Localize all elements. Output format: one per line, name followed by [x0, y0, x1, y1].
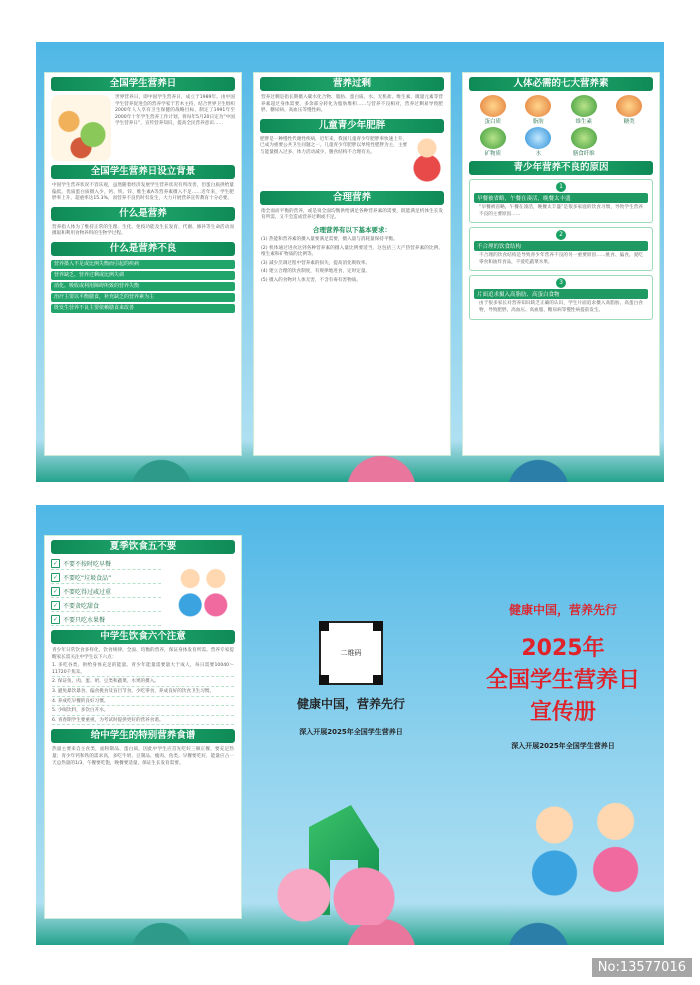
- reason-number: 2: [556, 230, 566, 240]
- reason-title: 不合理的饮食结构: [474, 241, 648, 251]
- requirement-item: (2) 机体通过进食达到各种营养素的摄入量比例要适当，这包括三大产热营养素的比例、维生素和矿物质的比例等。: [261, 245, 443, 258]
- top-panel-2: [253, 72, 451, 456]
- nutrient-item: 糖类: [608, 95, 652, 125]
- requirement-item: (5) 摄入的食物对人体无害，不含有毒有害物质。: [261, 277, 361, 283]
- qr-corner: [319, 675, 329, 685]
- reason-text: 不合理的饮食结构是导致青少年营养不良的另一重要原因……挑食、偏食，爱吃零食和油炸食品，不爱吃蔬菜水果。: [479, 253, 643, 265]
- dont-item: ✓ 不要吃“垃圾食品”: [51, 572, 161, 584]
- section-text: 营养过剩是指长期摄入碳水化合物、脂肪、蛋白质、水、无机盐、维生素、微量元素等营养素超过身体需要，多余部分转化为脂肪堆积……与营养不良相对，营养过剩易导致肥胖、糖尿病、高血压等慢性病。: [261, 95, 443, 114]
- note-item: 4. 养成吃早餐的良好习惯。: [52, 699, 234, 707]
- fiber-icon: [571, 127, 597, 149]
- back-slogan: 健康中国，营养先行: [296, 697, 405, 711]
- check-icon: ✓: [52, 588, 59, 595]
- cover-title: 全国学生营养日: [485, 668, 640, 693]
- cover-title-2: 宣传册: [529, 700, 596, 725]
- back-cover: [249, 505, 453, 945]
- vitamin-icon: [571, 95, 597, 117]
- nutrient-item: 膳食纤维: [562, 127, 606, 157]
- top-sheet: [36, 42, 664, 482]
- check-icon: ✓: [52, 560, 59, 567]
- section-title: 全国学生营养日设立背景: [51, 165, 235, 179]
- section-text: 青少年日常饮食多样化，饮食规律、全面、均衡的营养，保证身体发育所需。营养专家提醒家长需关注中学生以下六点：: [52, 648, 234, 660]
- malnutrition-item: 消化、吸收或利用障碍所致的营养失衡: [51, 282, 235, 291]
- fat-icon: [525, 95, 551, 117]
- check-icon: ✓: [52, 616, 59, 623]
- qr-corner: [319, 621, 329, 631]
- section-title: 儿童青少年肥胖: [260, 119, 444, 133]
- nutrient-item: 水: [517, 127, 561, 157]
- reason-box: [469, 227, 653, 271]
- section-title: 人体必需的七大营养素: [469, 77, 653, 91]
- section-title: 全国学生营养日: [51, 77, 235, 91]
- malnutrition-item: 营养摄入不足或比例失衡而引起的疾病: [51, 260, 235, 269]
- qr-code: [319, 621, 383, 685]
- qr-label: 二维码: [340, 649, 362, 657]
- section-title: 给中学生的特别营养食谱: [51, 729, 235, 743]
- nutrient-item: 脂肪: [517, 95, 561, 125]
- dont-item: ✓ 不要只吃水果餐: [51, 614, 161, 626]
- food-illustration: [51, 95, 111, 161]
- section-title: 什么是营养不良: [51, 242, 235, 256]
- nutrient-item: 蛋白质: [471, 95, 515, 125]
- kids-illustration: [171, 562, 235, 628]
- carbohydrate-icon: [616, 95, 642, 117]
- reason-box: [469, 179, 653, 223]
- section-title: 营养过剩: [260, 77, 444, 91]
- section-text: 世界营养日，即中国学生营养日，成立于1989年。由中国学生营养促进会的营养学家于若木主持，结合世界卫生组织2000年人人享有卫生保健的战略目标，制定了1991年至2000年十年学生营养工作计划，将每年5月20日定为“中国学生营养日”，宣传营养知识，提高全民营养意识……: [115, 95, 235, 127]
- section-text: 中国学生营养状况不容乐观，虽然随着经济发展学生营养状况有所改善，但蛋白质供给量偏低，优质蛋白质摄入少，钙、铁、锌、维生素A等营养素摄入不足……近年来，学生肥胖率上升、超重率达15.3%，而营养不良仍时有发生，大力开展营养宣传教育十分必要。: [52, 183, 234, 202]
- reason-text: “早餐被省略，午餐在凑活，晚餐太丰盛”是很多家庭的饮食习惯，导致学生营养不良的主要原因……: [479, 205, 643, 217]
- watermark: No:13577016: [592, 958, 692, 977]
- requirement-item: (4) 建立合理的饮食制度，有规律地进食，定时定量。: [261, 269, 371, 275]
- subheading: 合理营养有以下基本要求：: [313, 225, 391, 234]
- requirement-item: (1) 热能和营养素的摄入量要满足需要，摄入量与消耗量保持平衡。: [261, 236, 398, 242]
- section-text: 热量主要来自主食类，面粉制品、蛋白质，因此中学生应首先吃好三顿正餐，要充足热量；青少年钙和铁的需求高，多吃牛奶、豆制品、瘦肉、鱼类。早餐要吃好，能量应占一天总热量的1/3，午餐要吃饱，晚餐要适量，保证生长发育需要。: [52, 747, 234, 766]
- note-item: 1. 多吃谷类，供给身体充足的能量。青少年能量需要量大于成人，每日需要10040～11720千焦耳。: [52, 663, 234, 677]
- section-text: 肥胖是一种慢性代谢性疾病，近年来，我国儿童青少年肥胖率快速上升，已成为重要公共卫生问题之一。儿童青少年肥胖以单纯性肥胖为主，主要与能量摄入过多、体力活动减少、膳食结构不合理有关。: [260, 136, 408, 155]
- requirement-item: (3) 减少烹调过程中营养素的损失，提高消化吸收率。: [261, 260, 371, 266]
- section-title: 中学生饮食六个注意: [51, 630, 235, 644]
- reason-title: 早餐被省略，午餐在凑活，晚餐太丰盛: [474, 193, 648, 203]
- top-panel-1: [44, 72, 242, 456]
- malnutrition-item: 营养缺乏、营养过剩或比例失调: [51, 271, 235, 280]
- malnutrition-item: 治疗主要以平衡膳食，补充缺乏的营养素为主: [51, 293, 235, 302]
- note-item: 5. 少喝饮料，多饮白开水。: [52, 708, 234, 716]
- bottom-panel-1: [44, 535, 242, 919]
- check-icon: ✓: [52, 602, 59, 609]
- dont-item: ✓ 不要不按时吃早餐: [51, 558, 161, 570]
- section-title: 夏季饮食五不要: [51, 540, 235, 554]
- section-title: 什么是营养: [51, 207, 235, 221]
- cover-kids-illustration: [522, 795, 652, 915]
- nutrient-item: 矿物质: [471, 127, 515, 157]
- nutrient-item: 维生素: [562, 95, 606, 125]
- section-text: 指全面而平衡的营养，或是说全面均衡供给满足各种营养素的需要，既能满足机体生长发育所需，又不会造成营养过剩或不足。: [261, 208, 443, 221]
- reason-number: 1: [556, 182, 566, 192]
- front-cover: [462, 505, 664, 945]
- reason-number: 3: [556, 278, 566, 288]
- running-boy-illustration: [410, 137, 444, 187]
- mineral-icon: [480, 127, 506, 149]
- section-title: 青少年营养不良的原因: [469, 161, 653, 175]
- cover-year: 2025年: [521, 636, 605, 661]
- dont-item: ✓ 不要贪吃甜食: [51, 600, 161, 612]
- section-title: 合理营养: [260, 191, 444, 205]
- cover-slogan: 健康中国，营养先行: [508, 603, 617, 617]
- reason-title: 片面追求摄入高脂肪、高蛋白食物: [474, 289, 648, 299]
- water-icon: [525, 127, 551, 149]
- nutrient-grid: [463, 95, 659, 157]
- back-subtitle: 深入开展2025年全国学生营养日: [299, 728, 403, 736]
- malnutrition-item: 既发生营养不良主要依赖膳食来改善: [51, 304, 235, 313]
- cover-subtitle: 深入开展2025年全国学生营养日: [511, 742, 615, 750]
- section-text: 营养指人体为了维持正常的生理、生化、免疫功能及生长发育、代谢、修补等生命活动而摄取和利用食物养料的生物学过程。: [52, 224, 234, 237]
- qr-corner: [373, 675, 383, 685]
- reason-text: 由于很多家长对营养知识缺乏正确的认识，学生片面追求摄入高脂肪、高蛋白食物，导致肥胖、高血压、高血脂、糖尿病等慢性病提前发生。: [479, 301, 643, 313]
- top-panel-3: [462, 72, 660, 456]
- protein-icon: [480, 95, 506, 117]
- note-item: 3. 避免暴饮暴食、偏食挑食及盲目节食，少吃零食，养成良好的饮食卫生习惯。: [52, 689, 234, 697]
- qr-corner: [373, 621, 383, 631]
- note-item: 2. 保证鱼、肉、蛋、奶、豆类和蔬菜、水果的摄入。: [52, 679, 234, 687]
- note-item: 6. 青春期学生要重视，为考试时提供更好的营养食谱。: [52, 718, 234, 726]
- pink-clouds: [259, 865, 409, 925]
- reason-box: [469, 275, 653, 319]
- check-icon: ✓: [52, 574, 59, 581]
- bottom-sheet: [36, 505, 664, 945]
- dont-item: ✓ 不要吃得过咸过重: [51, 586, 161, 598]
